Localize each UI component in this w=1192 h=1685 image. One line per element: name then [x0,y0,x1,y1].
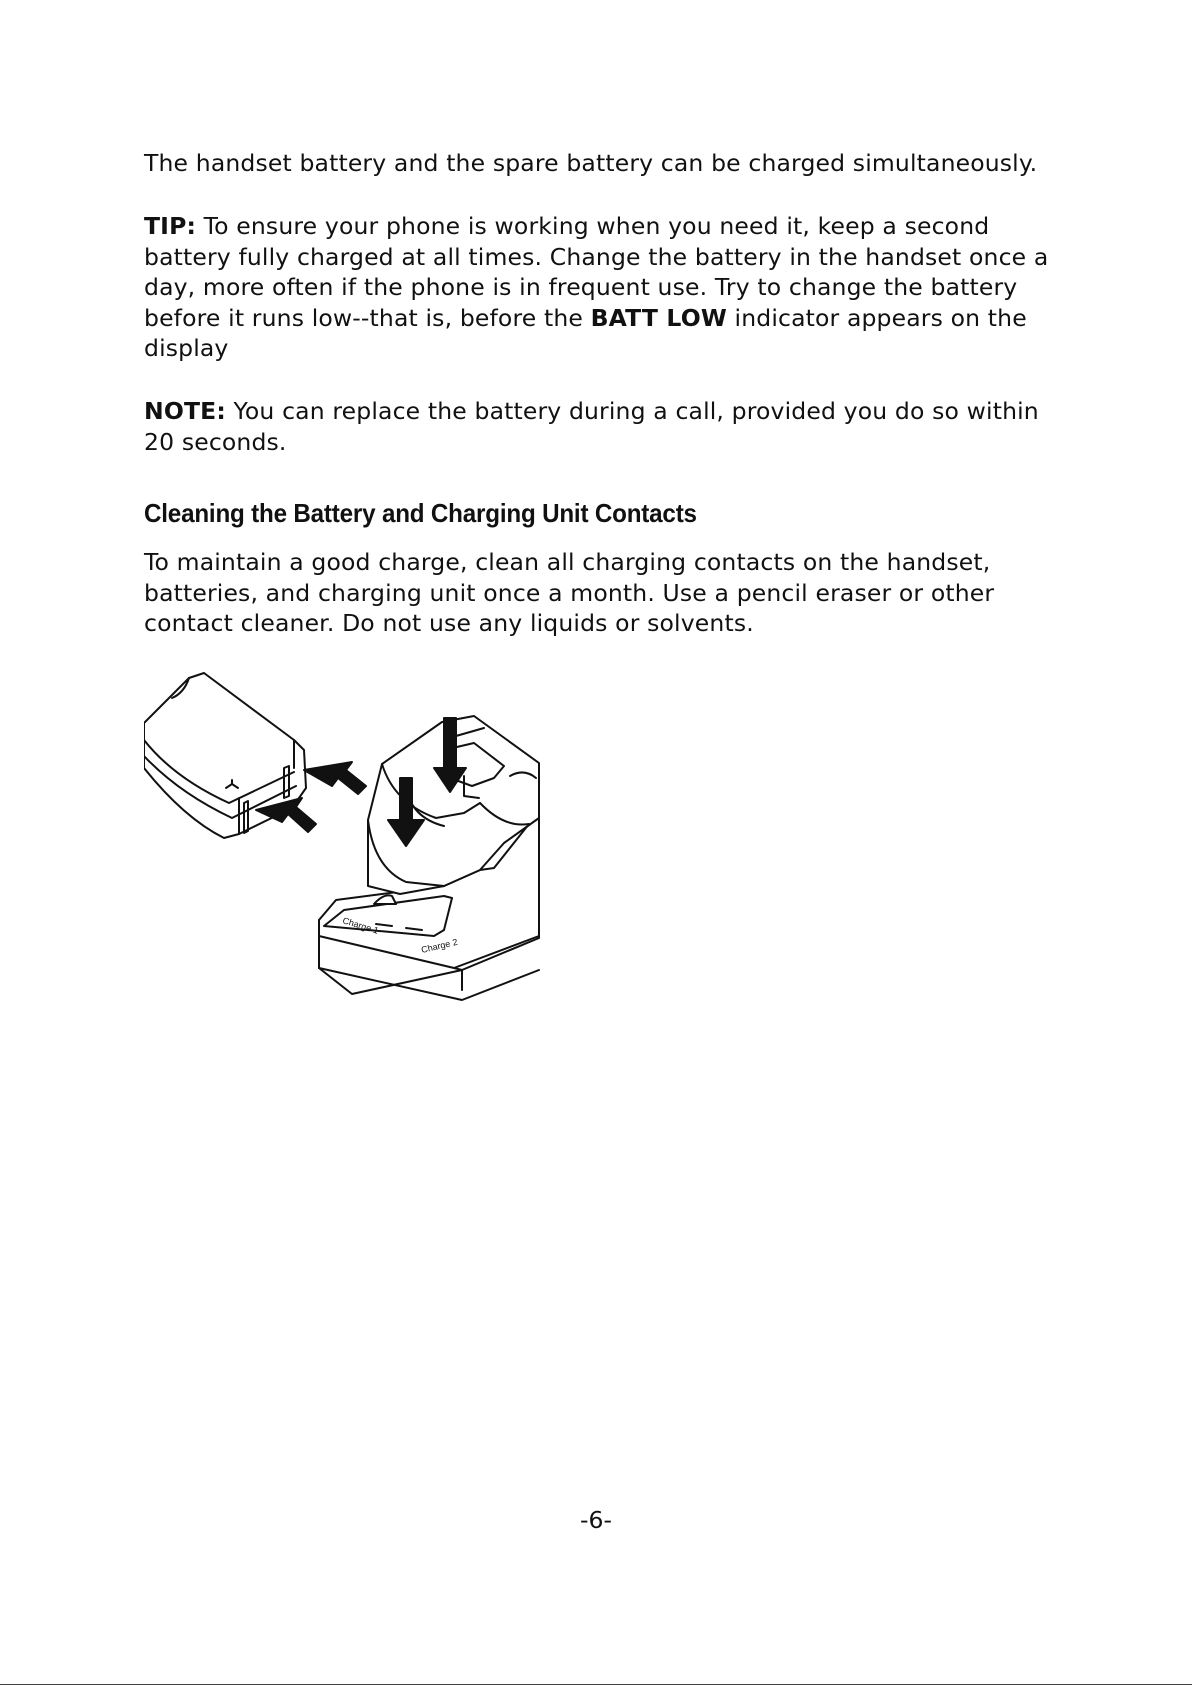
section-heading: Cleaning the Battery and Charging Unit Contacts [144,498,697,528]
tip-text-1: To ensure your phone is working when you need it, keep a second battery fully charged at all times. Change the battery in the handset once a day, more often if the phone is in frequent use. Try to change the battery before it runs low--that is, before the [144,212,1049,332]
charge-1-label: Charge 1 [341,915,380,936]
tip-text-2: indicator appears on the display [144,303,1027,362]
cleaning-paragraph: To maintain a good charge, clean all charging contacts on the handset, batteries, and charging unit once a month. Use a pencil eraser or other contact cleaner. Do not use any liquids or solvents. [144,548,995,637]
intro-paragraph: The handset battery and the spare battery can be charged simultaneously. [144,149,1038,177]
note-label: NOTE: [144,397,226,425]
tip-label: TIP: [144,212,196,240]
note-paragraph [144,396,1064,457]
tip-paragraph [144,211,1064,364]
battery-charger-illustration [144,668,624,1038]
charger-drawing [319,716,539,1000]
batt-low-emphasis: BATT LOW [590,303,727,332]
note-text: You can replace the battery during a call, provided you do so within 20 seconds. [144,397,1039,456]
page-number: -6- [580,1506,612,1534]
charge-2-label: Charge 2 [420,936,459,955]
